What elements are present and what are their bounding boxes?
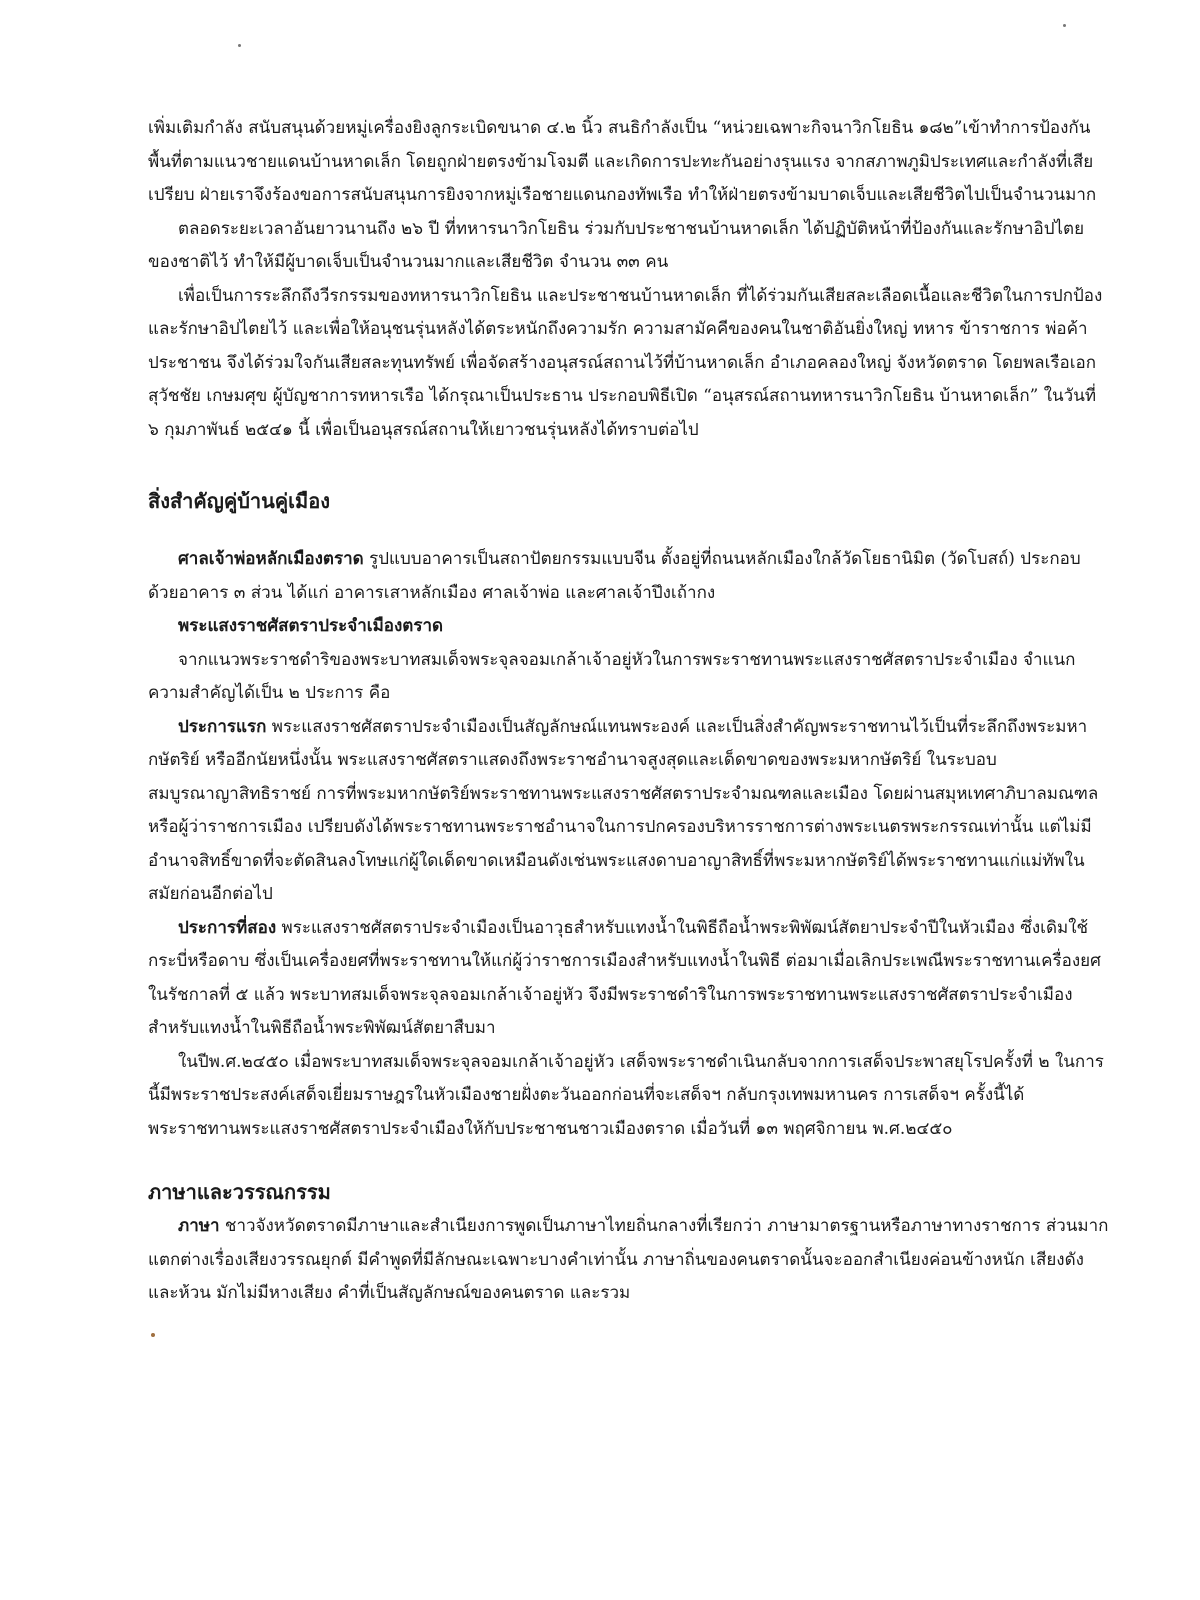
scan-speck: [1063, 24, 1066, 27]
paragraph-memorial: เพื่อเป็นการระลึกถึงวีรกรรมของทหารนาวิกโยธิน และประชาชนบ้านหาดเล็ก ที่ได้ร่วมกันเสียสละเลือดเนื้อและชีวิตในการปกป้องและรักษาอิปไตยไว้ และเพื่อให้อนุชนรุ่นหลังได้ตระหนักถึงความรัก ความสามัคคีของคนในชาติอันยิ่งใหญ่ ทหาร ข้าราชการ พ่อค้า ประชาชน จึงได้ร่วมใจกันเสียสละทุนทรัพย์ เพื่อจัดสร้างอนุสรณ์สถานไว้ที่บ้านหาดเล็ก อำเภอคลองใหญ่ จังหวัดตราด โดยพลเรือเอก สุวัชชัย เกษมศุข ผู้บัญชาการทหารเรือ ได้กรุณาเป็นประธาน ประกอบพิธีเปิด “อนุสรณ์สถานทหารนาวิกโยธิน บ้านหาดเล็ก” ในวันที่ ๖ กุมภาพันธ์ ๒๕๔๑ นี้ เพื่อเป็นอนุสรณ์สถานให้เยาวชนรุ่นหลังได้ทราบต่อไป: [148, 285, 1103, 440]
heading-important-things: สิ่งสำคัญคู่บ้านคู่เมือง: [148, 489, 330, 513]
paragraph-language: [148, 1210, 1110, 1311]
paragraph-first-reason: [148, 711, 1110, 912]
language-title: ภาษา: [178, 1216, 220, 1236]
shrine-text: รูปแบบอาคารเป็นสถาปัตยกรรมแบบจีน ตั้งอยู่ที่ถนนหลักเมืองใกล้วัดโยธานิมิต (วัดโบสถ์) ประกอบด้วยอาคาร ๓ ส่วน ได้แก่ อาคารเสาหลักเมือง ศาลเจ้าพ่อ และศาลเจ้าปึงเถ้ากง: [148, 549, 1081, 603]
language-text: ชาวจังหวัดตราดมีภาษาและสำเนียงการพูดเป็นภาษาไทยถิ่นกลางที่เรียกว่า ภาษามาตรฐานหรือภาษาทางราชการ ส่วนมากแตกต่างเรื่องเสียงวรรณยุกต์ มีคำพูดที่มีลักษณะเฉพาะบางคำเท่านั้น ภาษาถิ่นของคนตราดนั้นจะออกสำเนียงค่อนข้างหนัก เสียงดัง และห้วน มักไม่มีหางเสียง คำที่เป็นสัญลักษณ์ของคนตราด และรวม: [148, 1216, 1109, 1303]
scan-speck: [151, 1333, 155, 1337]
first-reason-title: ประการแรก: [178, 716, 267, 737]
subheading-royal-sword: พระแสงราชศัสตราประจำเมืองตราด: [178, 616, 444, 636]
paragraph-task-force: เพิ่มเติมกำลัง สนับสนุนด้วยหมู่เครื่องยิงลูกระเบิดขนาด ๔.๒ นิ้ว สนธิกำลังเป็น “หน่วยเฉพาะกิจนาวิกโยธิน ๑๘๒”เข้าทำการป้องกันพื้นที่ตามแนวชายแดนบ้านหาดเล็ก โดยถูกฝ่ายตรงข้ามโจมตี และเกิดการปะทะกันอย่างรุนแรง จากสภาพภูมิประเทศและกำลังที่เสียเปรียบ ฝ่ายเราจึงร้องขอการสนับสนุนการยิงจากหมู่เรือชายแดนกองทัพเรือ ทำให้ฝ่ายตรงข้ามบาดเจ็บและเสียชีวิตไปเป็นจำนวนมาก: [148, 118, 1097, 205]
shrine-title: ศาลเจ้าพ่อหลักเมืองตราด: [178, 549, 364, 569]
paragraph-second-reason: [148, 912, 1110, 1046]
heading-language-literature: ภาษาและวรรณกรรม: [148, 1180, 331, 1204]
second-reason-text: พระแสงราชศัสตราประจำเมืองเป็นอาวุธสำหรับแทงน้ำในพิธีถือน้ำพระพิพัฒน์สัตยาประจำปีในหัวเมือง ซึ่งเดิมใช้กระบี่หรือดาบ ซึ่งเป็นเครื่องยศที่พระราชทานให้แก่ผู้ว่าราชการเมืองสำหรับแทงน้ำในพิธี ต่อมาเมื่อเลิกประเพณีพระราชทานเครื่องยศในรัชกาลที่ ๕ แล้ว พระบาทสมเด็จพระจุลจอมเกล้าเจ้าอยู่หัว จึงมีพระราชดำริในการพระราชทานพระแสงราชศัสตราประจำเมืองสำหรับแทงน้ำในพิธีถือน้ำพระพิพัฒน์สัตยาสืบมา: [148, 917, 1101, 1038]
scan-speck: [238, 44, 241, 47]
paragraph-26-years: ตลอดระยะเวลาอันยาวนานถึง ๒๖ ปี ที่ทหารนาวิกโยธิน ร่วมกับประชาชนบ้านหาดเล็ก ได้ปฏิบัติหน้าที่ป้องกันและรักษาอิปไตยของชาติไว้ ทำให้มีผู้บาดเจ็บเป็นจำนวนมากและเสียชีวิต จำนวน ๓๓ คน: [148, 218, 1085, 272]
second-reason-title: ประการที่สอง: [178, 917, 277, 938]
paragraph-history-2450: ในปีพ.ศ.๒๔๕๐ เมื่อพระบาทสมเด็จพระจุลจอมเกล้าเจ้าอยู่หัว เสด็จพระราชดำเนินกลับจากการเสด็จประพาสยุโรปครั้งที่ ๒ ในการนี้มีพระราชประสงค์เสด็จเยี่ยมราษฎรในหัวเมืองชายฝั่งตะวันออกก่อนที่จะเสด็จฯ กลับกรุงเทพมหานคร การเสด็จฯ ครั้งนี้ได้พระราชทานพระแสงราชศัสตราประจำเมืองให้กับประชาชนชาวเมืองตราด เมื่อวันที่ ๑๓ พฤศจิกายน พ.ศ.๒๔๕๐: [148, 1051, 1104, 1139]
paragraph-sword-intro: จากแนวพระราชดำริของพระบาทสมเด็จพระจุลจอมเกล้าเจ้าอยู่หัวในการพระราชทานพระแสงราชศัสตราประจำเมือง จำแนกความสำคัญได้เป็น ๒ ประการ คือ: [148, 649, 1076, 703]
first-reason-text: พระแสงราชศัสตราประจำเมืองเป็นสัญลักษณ์แทนพระองค์ และเป็นสิ่งสำคัญพระราชทานไว้เป็นที่ระลึกถึงพระมหากษัตริย์ หรืออีกนัยหนึ่งนั้น พระแสงราชศัสตราแสดงถึงพระราชอำนาจสูงสุดและเด็ดขาดของพระมหากษัตริย์ ในระบอบสมบูรณาญาสิทธิราชย์ การที่พระมหากษัตริย์พระราชทานพระแสงราชศัสตราประจำมณฑลและเมือง โดยผ่านสมุหเทศาภิบาลมณฑล หรือผู้ว่าราชการเมือง เปรียบดังได้พระราชทานพระราชอำนาจในการปกครองบริหารราชการต่างพระเนตรพระกรรณเท่านั้น แต่ไม่มีอำนาจสิทธิ์ขาดที่จะตัดสินลงโทษแก่ผู้ใดเด็ดขาดเหมือนดังเช่นพระแสงดาบอาญาสิทธิ์ที่พระมหากษัตริย์ได้พระราชทานแก่แม่ทัพในสมัยก่อนอีกต่อไป: [148, 716, 1099, 904]
paragraph-city-pillar-shrine: [148, 543, 1110, 610]
